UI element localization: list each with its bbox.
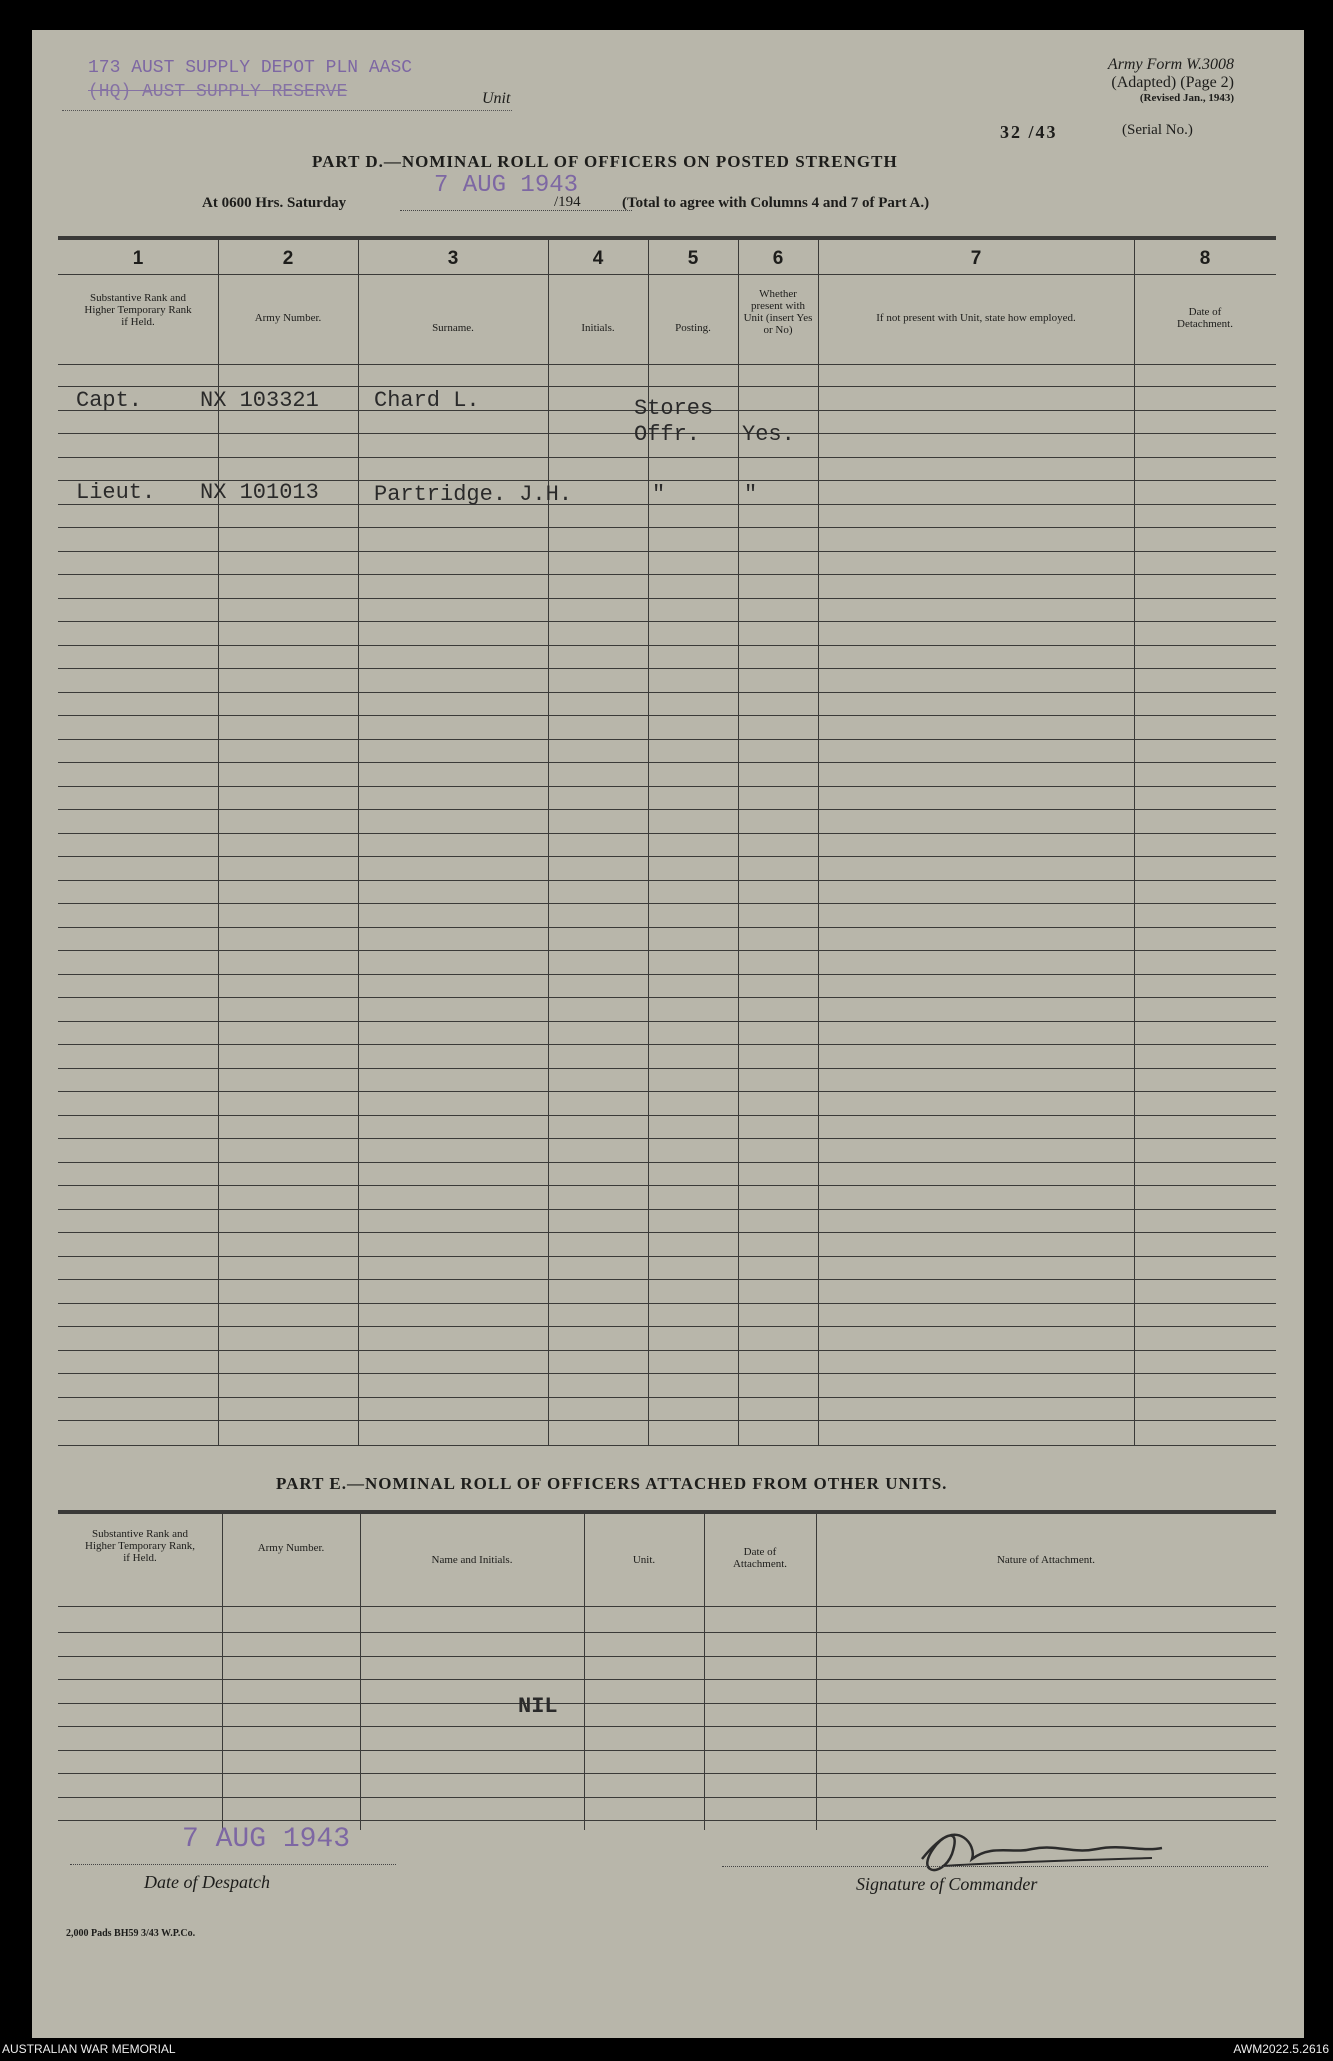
unit-underline [62, 110, 512, 111]
part-e-header-army-number: Army Number. [257, 1542, 325, 1554]
row1-rank: Capt. [76, 388, 143, 413]
row1-army-number: NX 103321 [200, 388, 319, 413]
part-e-col-divider [584, 1510, 585, 1830]
ruled-line [58, 1373, 1276, 1374]
unit-stamp-line2: (HQ) AUST SUPPLY RESERVE [88, 82, 348, 102]
part-e-header-rank: Substantive Rank and Higher Temporary Rank, if Held. [85, 1528, 195, 1564]
ruled-line [58, 1797, 1276, 1798]
archive-bar [0, 2038, 1333, 2061]
ruled-line [58, 574, 1276, 575]
col-header-detachment: Date of Detachment. [1177, 306, 1233, 330]
year-text: /194 [554, 194, 581, 210]
part-e-col-divider [222, 1510, 223, 1830]
ruled-line [58, 1350, 1276, 1351]
col-number: 8 [1199, 248, 1211, 269]
date-dotted-line [400, 210, 632, 211]
despatch-date-stamp: 7 AUG 1943 [182, 1824, 351, 1855]
part-d-col-divider [1134, 236, 1135, 1445]
part-d-col-divider [738, 236, 739, 1445]
ruled-line [58, 856, 1276, 857]
ruled-line [58, 1420, 1276, 1421]
col-header-employed: If not present with Unit, state how employed. [876, 312, 1076, 324]
date-stamp: 7 AUG 1943 [434, 172, 579, 199]
col-header-army-number: Army Number. [254, 312, 322, 324]
signature-label: Signature of Commander [856, 1874, 1038, 1894]
printer-note: 2,000 Pads BH59 3/43 W.P.Co. [66, 1928, 196, 1939]
ruled-line [58, 1115, 1276, 1116]
form-revised: (Revised Jan., 1943) [1139, 92, 1234, 104]
ruled-line [58, 527, 1276, 528]
ruled-line [58, 1632, 1276, 1633]
col-header-rank: Substantive Rank and Higher Temporary Rank if Held. [84, 292, 192, 328]
col-header-surname: Surname. [432, 322, 474, 334]
ruled-line [58, 833, 1276, 834]
part-e-col-divider [704, 1510, 705, 1830]
ruled-line [58, 950, 1276, 951]
row1-posting-line1: Stores [634, 396, 714, 421]
part-e-nil: NIL [518, 1694, 558, 1719]
ruled-line [58, 645, 1276, 646]
ruled-line [58, 1162, 1276, 1163]
at-time-text: At 0600 Hrs. Saturday [202, 195, 347, 211]
part-d-title: PART D.—NOMINAL ROLL OF OFFICERS ON POSTED STRENGTH [312, 152, 898, 171]
ruled-line [58, 1185, 1276, 1186]
ruled-line [58, 386, 1276, 387]
part-d-header-rule [58, 364, 1276, 365]
signature-dotted-line [722, 1866, 1268, 1867]
ruled-line [58, 903, 1276, 904]
part-d-top-rule [58, 236, 1276, 240]
total-note: (Total to agree with Columns 4 and 7 of Part A.) [622, 195, 930, 211]
ruled-line [58, 1726, 1276, 1727]
unit-label: Unit [482, 90, 511, 107]
ruled-line [58, 739, 1276, 740]
part-e-col-divider [360, 1510, 361, 1830]
ruled-line [58, 1068, 1276, 1069]
col-number: 6 [772, 248, 784, 269]
ruled-line [58, 621, 1276, 622]
part-e-header-nature: Nature of Attachment. [996, 1554, 1096, 1566]
part-e-header-rule [58, 1606, 1276, 1607]
part-e-header-name: Name and Initials. [431, 1554, 513, 1566]
row1-posting-line2: Offr. [634, 422, 701, 447]
part-e-col-divider [816, 1510, 817, 1830]
col-number: 1 [132, 248, 144, 269]
ruled-line [58, 1209, 1276, 1210]
col-number: 7 [970, 248, 982, 269]
ruled-line [58, 1750, 1276, 1751]
row2-posting: " [652, 482, 666, 507]
serial-value: 32 /43 [1000, 122, 1058, 142]
col-number: 3 [447, 248, 459, 269]
ruled-line [58, 809, 1276, 810]
row2-rank: Lieut. [76, 480, 156, 505]
part-d-col-divider [548, 236, 549, 1445]
part-e-header-unit: Unit. [632, 1554, 656, 1566]
despatch-dotted-line [70, 1864, 396, 1865]
row1-present: Yes. [742, 422, 795, 447]
ruled-line [58, 997, 1276, 998]
ruled-line [58, 715, 1276, 716]
ruled-line [58, 1021, 1276, 1022]
col-number: 4 [592, 248, 604, 269]
ruled-line [58, 1397, 1276, 1398]
col-number: 2 [282, 248, 294, 269]
row2-surname: Partridge. J.H. [374, 482, 573, 507]
ruled-line [58, 1703, 1276, 1704]
ruled-line [58, 927, 1276, 928]
ruled-line [58, 457, 1276, 458]
ruled-line [58, 551, 1276, 552]
ruled-line [58, 598, 1276, 599]
part-d-col-divider [358, 236, 359, 1445]
col-header-posting: Posting. [675, 322, 711, 334]
archive-id: AWM2022.5.2616 [1233, 2042, 1329, 2056]
form-paper [32, 30, 1304, 2038]
ruled-line [58, 974, 1276, 975]
ruled-line [58, 1773, 1276, 1774]
row2-present: " [744, 482, 758, 507]
ruled-line [58, 880, 1276, 881]
ruled-line [58, 786, 1276, 787]
part-d-bottom-rule [58, 1445, 1276, 1446]
ruled-line [58, 692, 1276, 693]
part-d-num-rule [58, 274, 1276, 275]
part-e-top-rule [58, 1510, 1276, 1514]
ruled-line [58, 1044, 1276, 1045]
ruled-line [58, 1091, 1276, 1092]
form-adapted: (Adapted) (Page 2) [1111, 74, 1234, 91]
ruled-line [58, 1326, 1276, 1327]
part-d-col-divider [218, 236, 219, 1445]
serial-label: (Serial No.) [1122, 122, 1193, 138]
archive-source: AUSTRALIAN WAR MEMORIAL [2, 2042, 176, 2056]
form-name: Army Form W.3008 [1107, 56, 1234, 73]
ruled-line [58, 1679, 1276, 1680]
part-e-title: PART E.—NOMINAL ROLL OF OFFICERS ATTACHED FROM OTHER UNITS. [276, 1474, 948, 1493]
col-header-present: Whether present with Unit (insert Yes or No) [743, 288, 813, 336]
ruled-line [58, 1303, 1276, 1304]
part-e-header-date: Date of Attachment. [732, 1546, 788, 1570]
row1-surname: Chard L. [374, 388, 480, 413]
part-d-col-divider [818, 236, 819, 1445]
ruled-line [58, 762, 1276, 763]
row2-army-number: NX 101013 [200, 480, 319, 505]
col-header-initials: Initials. [581, 322, 615, 334]
unit-stamp-line1: 173 AUST SUPPLY DEPOT PLN AASC [88, 58, 413, 78]
ruled-line [58, 1138, 1276, 1139]
ruled-line [58, 1232, 1276, 1233]
col-number: 5 [687, 248, 699, 269]
despatch-label: Date of Despatch [144, 1872, 270, 1892]
ruled-line [58, 1256, 1276, 1257]
ruled-line [58, 668, 1276, 669]
ruled-line [58, 1656, 1276, 1657]
ruled-line [58, 1279, 1276, 1280]
